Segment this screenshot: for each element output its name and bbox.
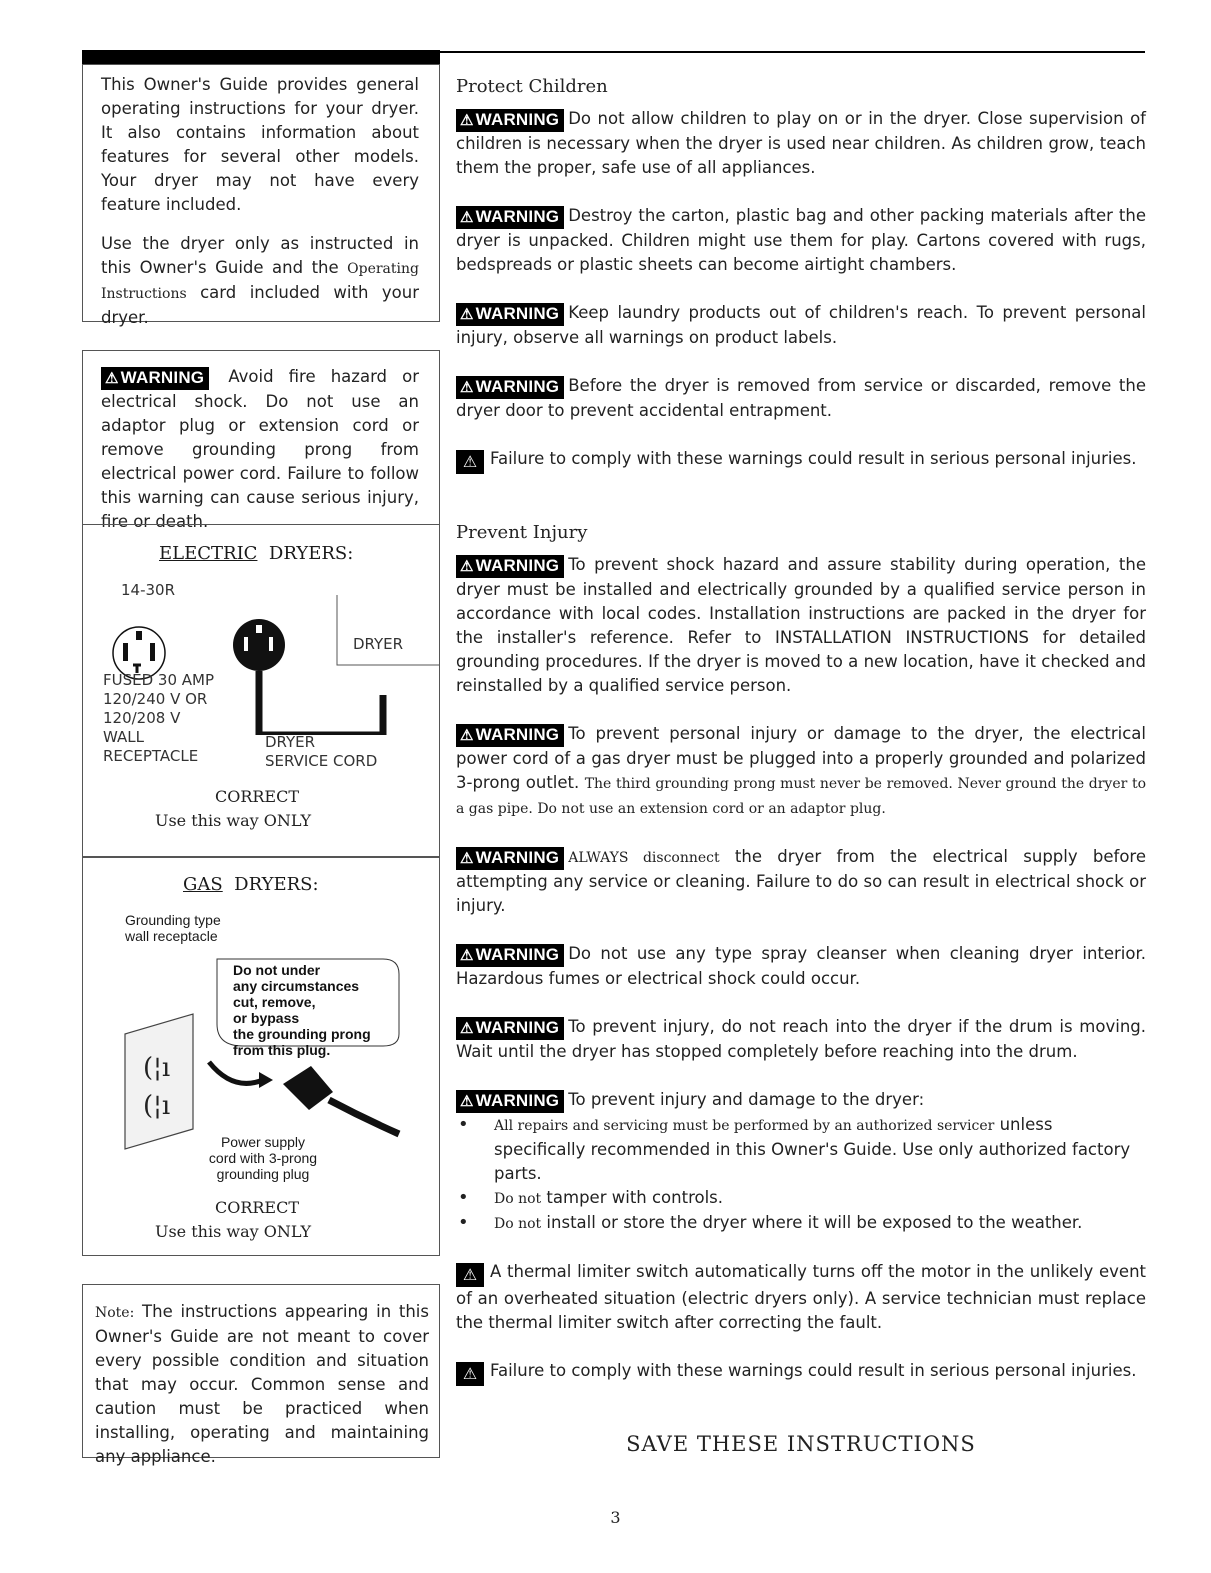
warning-triangle-icon: ⚠ bbox=[460, 306, 474, 323]
injury-warning-6: ⚠ WARNING To prevent injury and damage to the dryer: bbox=[456, 1088, 1146, 1113]
warning-label: ⚠ WARNING bbox=[456, 303, 564, 326]
gas-dryers-box bbox=[82, 857, 440, 1256]
warning-triangle-icon: ⚠ bbox=[460, 1093, 474, 1110]
service-cord-label: DRYER SERVICE CORD bbox=[265, 733, 378, 770]
warning-label: ⚠ WARNING bbox=[456, 847, 564, 870]
electric-correct: CORRECT bbox=[214, 787, 300, 806]
intro-text-1: This Owner's Guide provides general operating instructions for your dryer. It also contains information about features for several other models. Your dryer may not have every feature included. bbox=[101, 75, 419, 214]
always-disconnect-emphasis: ALWAYS disconnect bbox=[568, 850, 720, 866]
electric-title-main: ELECTRIC bbox=[159, 543, 258, 564]
fire-warning-box bbox=[82, 350, 440, 857]
grounding-prong-emphasis: The third grounding prong must never be removed. Never ground the dryer to a gas pipe. Do not use an extension cord or an adaptor plug. bbox=[456, 776, 1146, 817]
svg-text:(¦ı: (¦ı bbox=[143, 1053, 171, 1083]
dryer-label: DRYER bbox=[353, 635, 404, 653]
grounding-type-label: Grounding type wall receptacle bbox=[125, 912, 221, 944]
grounding-plug-icon bbox=[283, 1066, 399, 1134]
alert-triangle-icon: ⚠ bbox=[456, 1362, 484, 1386]
warning-triangle-icon: ⚠ bbox=[460, 558, 474, 575]
warning-label: ⚠ WARNING bbox=[456, 1017, 564, 1040]
injury-bullets bbox=[456, 1113, 1146, 1236]
wall-outlet-icon bbox=[125, 1014, 193, 1149]
children-warning-2: ⚠ WARNING Destroy the carton, plastic bag and other packing materials after the dryer is unpacked. Children might use them for play. Cartons covered with rugs, bedspreads or plastic sheets can become airtight chambers. bbox=[456, 206, 1146, 274]
warning-triangle-icon: ⚠ bbox=[460, 850, 474, 867]
prevent-injury-heading: Prevent Injury bbox=[456, 522, 588, 543]
protect-children-section bbox=[456, 76, 1146, 474]
injury-warning-5: ⚠ WARNING To prevent injury, do not reach into the dryer if the drum is moving. Wait until the dryer has stopped completely before reaching into the drum. bbox=[456, 1017, 1146, 1061]
warning-triangle-icon: ⚠ bbox=[460, 1020, 474, 1037]
gas-title bbox=[183, 874, 319, 895]
protect-children-heading: Protect Children bbox=[456, 76, 608, 97]
warning-label: ⚠ WARNING bbox=[101, 367, 209, 390]
warning-triangle-icon: ⚠ bbox=[460, 947, 474, 964]
bullet-item: • Do not tamper with controls. bbox=[456, 1186, 1146, 1211]
gas-use-only: Use this way ONLY bbox=[154, 1222, 312, 1241]
electric-use-only: Use this way ONLY bbox=[154, 811, 312, 830]
children-warning-3: ⚠ WARNING Keep laundry products out of children's reach. To prevent personal injury, observe all warnings on product labels. bbox=[456, 303, 1146, 347]
intro-text-2 bbox=[101, 232, 419, 330]
warning-label: ⚠ WARNING bbox=[456, 555, 564, 578]
save-instructions: SAVE THESE INSTRUCTIONS bbox=[626, 1432, 976, 1456]
children-warning-1: ⚠ WARNING Do not allow children to play on or in the dryer. Close supervision of children is necessary when the dryer is used near children. As children grow, teach them the proper, safe use of all appliances. bbox=[456, 109, 1146, 177]
note-label: Note: bbox=[95, 1305, 135, 1321]
warning-triangle-icon: ⚠ bbox=[460, 379, 474, 396]
gas-correct: CORRECT bbox=[214, 1198, 300, 1217]
warning-label: ⚠ WARNING bbox=[456, 206, 564, 229]
warning-label: ⚠ WARNING bbox=[456, 376, 564, 399]
warning-triangle-icon: ⚠ bbox=[460, 727, 474, 744]
warning-triangle-icon: ⚠ bbox=[460, 112, 474, 129]
gas-callout: Do not under any circumstances cut, remove, or bypass the grounding prong from this plug. bbox=[233, 962, 371, 1058]
intro-text-2b: card included with your dryer. bbox=[101, 283, 419, 327]
prevent-injury-section bbox=[456, 522, 1146, 1386]
warning-label: ⚠ WARNING bbox=[456, 109, 564, 132]
warning-label: ⚠ WARNING bbox=[456, 944, 564, 967]
alert-triangle-icon: ⚠ bbox=[456, 1263, 484, 1287]
receptacle-desc: FUSED 30 AMP 120/240 V OR 120/208 V WALL RECEPTACLE bbox=[103, 671, 215, 765]
children-warning-4: ⚠ WARNING Before the dryer is removed from service or discarded, remove the dryer door to prevent accidental entrapment. bbox=[456, 376, 1146, 420]
injury-warning-3: ⚠ WARNING ALWAYS disconnect the dryer from the electrical supply before attempting any service or cleaning. Failure to do so can result in electrical shock or injury. bbox=[456, 847, 1146, 915]
page-number: 3 bbox=[610, 1508, 621, 1527]
note-box bbox=[82, 1284, 440, 1466]
intro-text-2a: Use the dryer only as instructed in this Owner's Guide and the bbox=[101, 234, 419, 277]
svg-text:(¦ı: (¦ı bbox=[143, 1091, 171, 1121]
fire-warning-body: Avoid fire hazard or electrical shock. Do not use an adaptor plug or extension cord or remove grounding prong from electrical power cord. Failure to follow this warning can cause serious injury, fire or death. bbox=[101, 367, 420, 531]
top-rule-thin bbox=[440, 51, 1145, 53]
electric-section bbox=[83, 524, 439, 857]
gas-title-main: GAS bbox=[183, 874, 223, 895]
children-failure: ⚠ Failure to comply with these warnings could result in serious personal injuries. bbox=[456, 447, 1146, 474]
bullet-item: • All repairs and servicing must be performed by an authorized servicer unless specifically recommended in this Owner's Guide. Use only authorized factory parts. bbox=[456, 1113, 1146, 1186]
thermal-limiter-note: ⚠ A thermal limiter switch automatically turns off the motor in the unlikely event of an overheated situation (electric dryers only). A service technician must replace the thermal limiter switch after correcting the fault. bbox=[456, 1262, 1146, 1332]
top-rule-thick bbox=[82, 50, 440, 64]
warning-label: ⚠ WARNING bbox=[456, 1090, 564, 1113]
injury-warning-2: ⚠ WARNING To prevent personal injury or damage to the dryer, the electrical power cord of a gas dryer must be plugged into a properly grounded and polarized 3-prong outlet. The third grounding prong must never be removed. Never ground the dryer to a gas pipe. Do not use an extension cord or an adaptor plug. bbox=[456, 724, 1146, 817]
electric-title bbox=[159, 543, 353, 564]
injury-failure: ⚠ Failure to comply with these warnings could result in serious personal injuries. bbox=[456, 1359, 1146, 1386]
power-supply-label: Power supply cord with 3-prong grounding plug bbox=[208, 1134, 318, 1182]
injury-warning-1: ⚠ WARNING To prevent shock hazard and assure stability during operation, the dryer must be installed and electrically grounded by a qualified service person in accordance with local codes. Installation instructions are packed in the dryer for the installer's reference. Refer to INSTALLATION INSTRUCTIONS for detailed grounding procedures. If the dryer is moved to a new location, have it checked and reinstalled by a qualified service person. bbox=[456, 555, 1146, 695]
warning-label: ⚠ WARNING bbox=[456, 724, 564, 747]
gas-title-rest: DRYERS: bbox=[234, 874, 319, 895]
note-text bbox=[95, 1300, 429, 1469]
fire-warning-text bbox=[83, 351, 439, 531]
operating-instructions-ref: Operating Instructions bbox=[101, 261, 419, 302]
warning-triangle-icon: ⚠ bbox=[460, 209, 474, 226]
bullet-item: • Do not install or store the dryer where it will be exposed to the weather. bbox=[456, 1211, 1146, 1236]
warning-triangle-icon: ⚠ bbox=[105, 370, 119, 387]
electric-title-rest: DRYERS: bbox=[268, 543, 354, 564]
receptacle-code: 14-30R bbox=[121, 581, 176, 599]
injury-warning-4: ⚠ WARNING Do not use any type spray cleanser when cleaning dryer interior. Hazardous fumes or electrical shock could occur. bbox=[456, 944, 1146, 988]
intro-box bbox=[82, 64, 440, 327]
alert-triangle-icon: ⚠ bbox=[456, 450, 484, 474]
note-body: The instructions appearing in this Owner's Guide are not meant to cover every possible condition and situation that may occur. Common sense and caution must be practiced when installing, operating and maintaining any appliance. bbox=[95, 1302, 429, 1466]
